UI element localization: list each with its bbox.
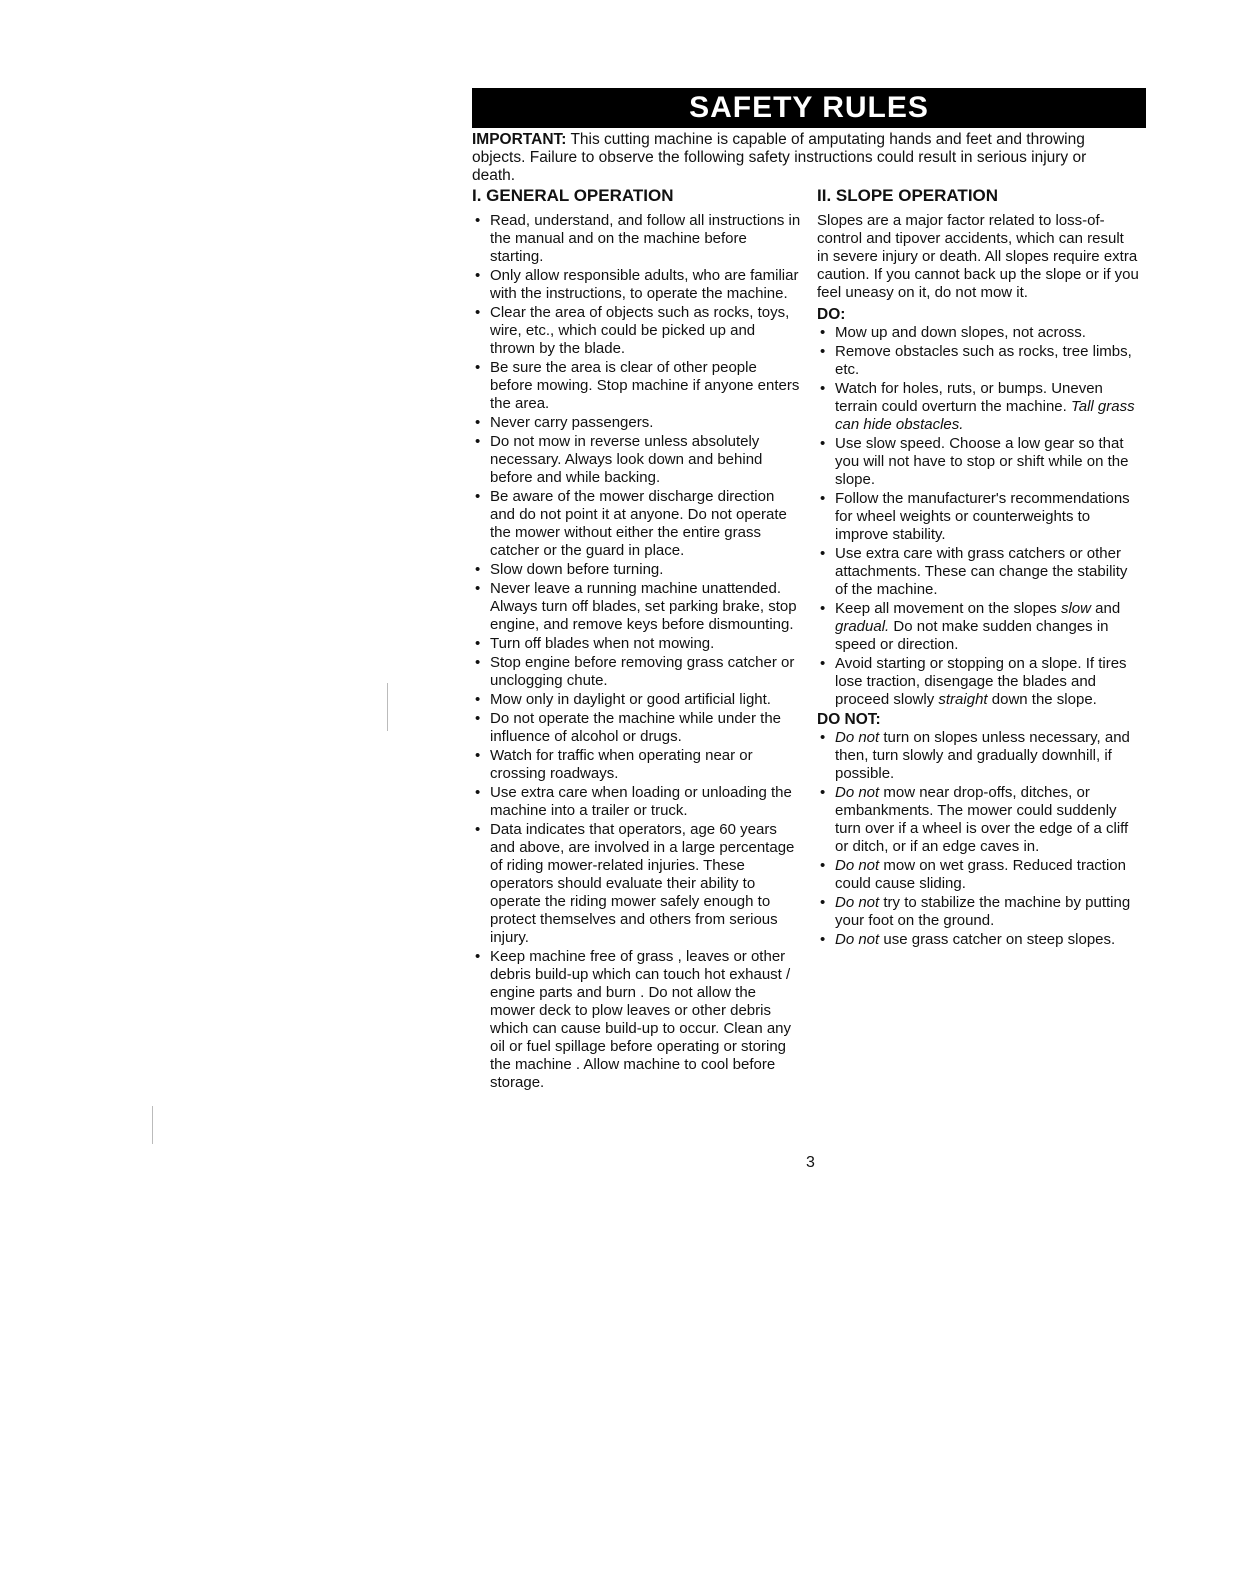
list-item [817,894,1139,930]
item-text-italic: Do not [835,894,880,911]
list-item: • Data indicates that operators, age 60 years and above, are involved in a large percentage of riding mower-related injuries. These operators should evaluate their ability to operate the riding mower safely enough to protect themselves and others from serious injury. [472,821,802,947]
item-text: and [1090,600,1121,617]
slope-intro: Slopes are a major factor related to loss-of-control and tipover accidents, which can result in severe injury or death. All slopes require extra caution. If you cannot back up the slope or if you feel uneasy on it, do not mow it. [817,212,1139,301]
list-item [817,857,1139,893]
list-item: • Never carry passengers. [472,414,802,432]
item-text-italic: slow [1060,600,1091,617]
list-item [817,490,1139,544]
item-text-italic: Tall grass can hide obstacles. [835,398,1135,433]
item-text-italic: Do not [835,857,880,874]
list-item: • Watch for traffic when operating near or crossing roadways. [472,747,802,783]
list-item: • Turn off blades when not mowing. [472,635,802,653]
item-text-italic: Do not [835,931,880,948]
list-item: • Be sure the area is clear of other people before mowing. Stop machine if anyone enters the area. [472,359,802,413]
item-text: mow near drop-offs, ditches, or embankments. The mower could suddenly turn over if a wheel is over the edge of a cliff or ditch, or if an edge caves in. [835,784,1129,855]
list-item [817,435,1139,489]
do-label: DO: [817,306,846,323]
list-item: • Be aware of the mower discharge direction and do not point it at anyone. Do not operate the mower without either the entire grass catcher or the guard in place. [472,488,802,560]
list-item [817,343,1139,379]
item-text: mow on wet grass. Reduced traction could cause sliding. [835,857,1126,892]
list-item: • Never leave a running machine unattended. Always turn off blades, set parking brake, stop engine, and remove keys before dismounting. [472,580,802,634]
item-text: down the slope. [987,691,1097,708]
item-text: turn on slopes unless necessary, and then, turn slowly and gradually downhill, if possible. [835,729,1130,782]
item-text: Remove obstacles such as rocks, tree limbs, etc. [835,343,1132,378]
item-text: Do not make sudden changes in speed or direction. [835,618,1109,653]
item-text: Use extra care with grass catchers or other attachments. These can change the stability of the machine. [835,545,1128,598]
list-item: • Only allow responsible adults, who are familiar with the instructions, to operate the machine. [472,267,802,303]
list-item: • Use extra care when loading or unloading the machine into a trailer or truck. [472,784,802,820]
list-item: • Do not operate the machine while under the influence of alcohol or drugs. [472,710,802,746]
list-item: • Clear the area of objects such as rocks, toys, wire, etc., which could be picked up and thrown by the blade. [472,304,802,358]
item-text-italic: Do not [835,784,880,801]
list-item [817,729,1139,783]
important-text: This cutting machine is capable of amputating hands and feet and throwing objects. Failure to observe the following safety instructions could result in serious injury or death. [472,131,1087,184]
page-number: 3 [806,1154,815,1171]
item-text: use grass catcher on steep slopes. [879,931,1116,948]
list-item: • Read, understand, and follow all instructions in the manual and on the machine before starting. [472,212,802,266]
general-operation-section [472,186,802,1093]
list-item [817,784,1139,856]
list-item [817,380,1139,434]
general-operation-list [472,212,802,1092]
list-item: • Do not mow in reverse unless absolutely necessary. Always look down and behind before and while backing. [472,433,802,487]
item-text-italic: Do not [835,729,880,746]
do-not-list [817,729,1139,949]
list-item [817,931,1139,949]
list-item: • Stop engine before removing grass catcher or unclogging chute. [472,654,802,690]
item-text: Follow the manufacturer's recommendations for wheel weights or counterweights to improve stability. [835,490,1130,543]
scan-mark [387,683,388,731]
list-item [817,324,1139,342]
list-item: • Keep machine free of grass , leaves or other debris build-up which can touch hot exhaust / engine parts and burn . Do not allow the mower deck to plow leaves or other debris which can cause build-up to occur. Clean any oil or fuel spillage before operating or storing the machine . Allow machine to cool before storage. [472,948,802,1092]
list-item: • Mow only in daylight or good artificial light. [472,691,802,709]
item-text: Use slow speed. Choose a low gear so that you will not have to stop or shift while on the slope. [835,435,1129,488]
item-text: try to stabilize the machine by putting your foot on the ground. [835,894,1131,929]
important-notice [472,131,1112,185]
item-text: Mow up and down slopes, not across. [835,324,1086,341]
list-item: • Slow down before turning. [472,561,802,579]
item-text: Keep all movement on the slopes [835,600,1061,617]
list-item [817,545,1139,599]
general-operation-heading: I. GENERAL OPERATION [472,186,674,205]
item-text: Watch for holes, ruts, or bumps. Uneven terrain could overturn the machine. [835,380,1103,415]
list-item [817,655,1139,709]
item-text-italic: straight [938,691,988,708]
item-text: Avoid starting or stopping on a slope. If tires lose traction, disengage the blades and proceed slowly [835,655,1127,708]
slope-operation-heading: II. SLOPE OPERATION [817,186,999,205]
list-item [817,600,1139,654]
item-text-italic: gradual. [835,618,890,635]
do-list [817,324,1139,709]
do-not-label: DO NOT: [817,711,881,728]
important-label: IMPORTANT: [472,131,567,148]
scan-mark [152,1106,153,1144]
slope-operation-section [817,186,1139,950]
page-title: SAFETY RULES [472,88,1146,128]
